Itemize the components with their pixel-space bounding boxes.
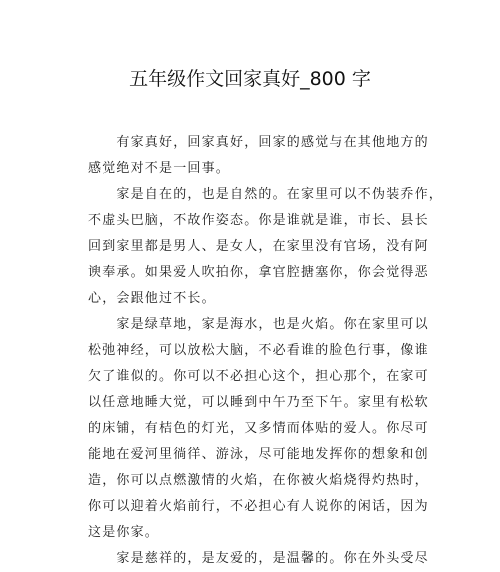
text-line: 不虚头巴脑，不故作姿态。你是谁就是谁，市长、县长: [88, 213, 429, 228]
text-line: 回到家里都是男人、是女人，在家里没有官场，没有阿: [88, 239, 429, 254]
text-line: 以任意地睡大觉，可以睡到中午乃至下午。家里有松软: [88, 395, 429, 410]
document-title: 五年级作文回家真好_800 字: [129, 68, 371, 90]
text-line: 心，会跟他过不长。: [88, 291, 216, 306]
text-line: 感觉绝对不是一回事。: [88, 161, 231, 176]
text-line: 能地在爱河里徜徉、游泳，尽可能地发挥你的想象和创: [88, 447, 429, 462]
text-line: 你可以迎着火焰前行，不必担心有人说你的闲话，因为: [88, 499, 429, 514]
text-line: 家是绿草地，家是海水，也是火焰。你在家里可以: [88, 317, 429, 332]
text-line: 欠了谁似的。你可以不必担心这个，担心那个，在家可: [88, 369, 429, 384]
text-line: 有家真好，回家真好，回家的感觉与在其他地方的: [88, 135, 429, 150]
text-line: 谀奉承。如果爱人吹拍你，拿官腔搪塞你，你会觉得恶: [88, 265, 429, 280]
text-line: 造，你可以点燃激情的火焰，在你被火焰烧得灼热时，: [88, 473, 429, 488]
text-line: 松弛神经，可以放松大脑，不必看谁的脸色行事，像谁: [88, 343, 429, 358]
document-body: [88, 130, 444, 572]
text-line: 家是自在的，也是自然的。在家里可以不伪装乔作，: [88, 187, 444, 202]
text-line: 家是慈祥的，是友爱的，是温馨的。你在外头受尽: [88, 551, 429, 566]
text-line: 这是你家。: [88, 525, 160, 540]
text-line: 的床铺，有桔色的灯光，又多情而体贴的爱人。你尽可: [88, 421, 429, 436]
